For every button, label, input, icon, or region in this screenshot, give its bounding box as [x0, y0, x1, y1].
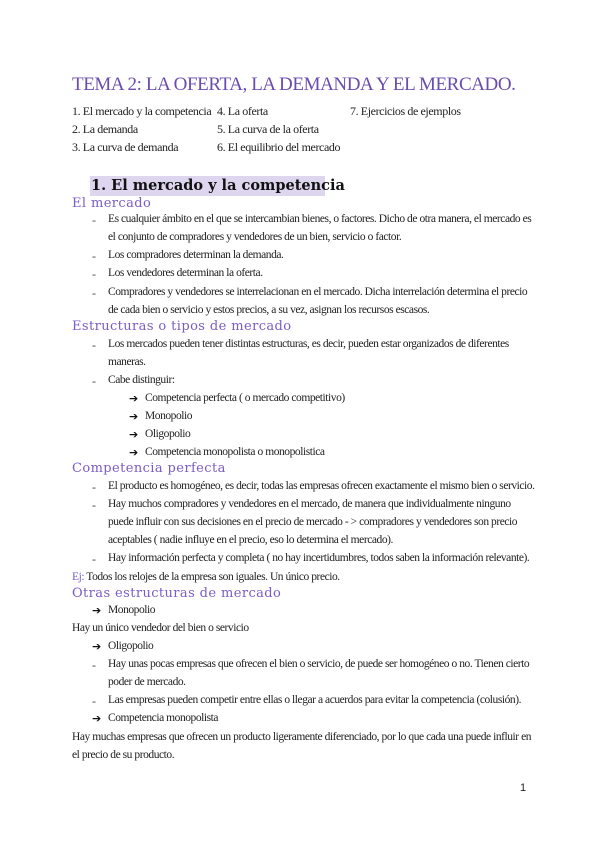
arrow-bullet-icon: ➔ — [129, 428, 139, 441]
list-item-text: poder de mercado. — [108, 676, 186, 688]
toc-item: 6. El equilibrio del mercado — [217, 140, 341, 154]
toc-item: 1. El mercado y la competencia — [72, 104, 212, 118]
list-item-text: Los mercados pueden tener distintas estructuras, es decir, pueden estar organizados de diferentes — [108, 338, 509, 350]
toc-item: 3. La curva de demanda — [72, 140, 179, 154]
list-item-text: Compradores y vendedores se interrelacionan en el mercado. Dicha interrelación determina el precio — [108, 286, 528, 298]
list-item-text: Competencia monopolista — [108, 712, 219, 724]
arrow-bullet-icon: ➔ — [129, 446, 139, 459]
subheading-estructuras: Estructuras o tipos de mercado — [72, 319, 292, 334]
arrow-bullet-icon: ➔ — [92, 604, 102, 617]
paragraph-text: Hay un único vendedor del bien o servicio — [72, 622, 249, 634]
toc-item: 7. Ejercicios de ejemplos — [350, 104, 461, 118]
list-item-text: El producto es homogéneo, es decir, todas las empresas ofrecen exactamente el mismo bien o servicio. — [108, 480, 535, 492]
list-item-text: Las empresas pueden competir entre ellas o llegar a acuerdos para evitar la competencia (colusión). — [108, 694, 522, 706]
list-item-text: Monopolio — [145, 410, 193, 422]
bullet-dash: - — [92, 694, 96, 708]
arrow-bullet-icon: ➔ — [92, 712, 102, 725]
subheading-competencia: Competencia perfecta — [72, 461, 226, 476]
bullet-dash: - — [92, 286, 96, 300]
list-item-text: Es cualquier ámbito en el que se intercambian bienes, o factores. Dicho de otra manera, el mercado es — [108, 213, 532, 225]
bullet-dash: - — [92, 498, 96, 512]
section-heading: 1. El mercado y la competencia — [91, 177, 345, 194]
bullet-dash: - — [92, 552, 96, 566]
list-item-text: de cada bien o servicio y estos precios, a su vez, asignan los recursos escasos. — [108, 304, 430, 316]
list-item-text: Los compradores determinan la demanda. — [108, 249, 284, 261]
list-item-text: maneras. — [108, 356, 146, 368]
subheading-otras: Otras estructuras de mercado — [72, 586, 282, 601]
example-text: Todos los relojes de la empresa son iguales. Un único precio. — [84, 571, 340, 583]
bullet-dash: - — [92, 267, 96, 281]
arrow-bullet-icon: ➔ — [92, 640, 102, 653]
example-label: Ej: — [72, 571, 85, 583]
list-item-text: Hay muchos compradores y vendedores en el mercado, de manera que individualmente ninguno — [108, 498, 511, 510]
subheading-mercado: El mercado — [72, 196, 152, 211]
list-item-text: Oligopolio — [108, 640, 154, 652]
paragraph-text: el precio de su producto. — [72, 749, 175, 761]
bullet-dash: - — [92, 480, 96, 494]
page-title: TEMA 2: LA OFERTA, LA DEMANDA Y EL MERCADO. — [72, 74, 516, 95]
bullet-dash: - — [92, 249, 96, 263]
toc-item: 2. La demanda — [72, 122, 138, 136]
list-item-text: el conjunto de compradores y vendedores de un bien, servicio o factor. — [108, 231, 402, 243]
list-item-text: Oligopolio — [145, 428, 191, 440]
page-number: 1 — [520, 782, 527, 794]
list-item-text: Hay unas pocas empresas que ofrecen el bien o servicio, de puede ser homogéneo o no. Tienen cierto — [108, 658, 530, 670]
list-item-text: Monopolio — [108, 604, 156, 616]
example-line — [72, 571, 340, 583]
bullet-dash: - — [92, 658, 96, 672]
paragraph-text: Hay muchas empresas que ofrecen un producto ligeramente diferenciado, por lo que cada una puede influir en — [72, 731, 532, 743]
list-item-text: Competencia perfecta ( o mercado competitivo) — [145, 392, 345, 404]
bullet-dash: - — [92, 213, 96, 227]
bullet-dash: - — [92, 374, 96, 388]
list-item-text: Hay información perfecta y completa ( no hay incertidumbres, todos saben la información relevante). — [108, 552, 530, 564]
list-item-text: Los vendedores determinan la oferta. — [108, 267, 263, 279]
bullet-dash: - — [92, 338, 96, 352]
list-item-text: puede influir con sus decisiones en el precio de mercado - > compradores y vendedores son precio — [108, 516, 518, 528]
list-item-text: Cabe distinguir: — [108, 374, 175, 386]
arrow-bullet-icon: ➔ — [129, 410, 139, 423]
list-item-text: Competencia monopolista o monopolistica — [145, 446, 325, 458]
arrow-bullet-icon: ➔ — [129, 392, 139, 405]
toc-item: 5. La curva de la oferta — [217, 122, 319, 136]
list-item-text: aceptables ( nadie influye en el precio, eso lo determina el mercado). — [108, 534, 393, 546]
toc-item: 4. La oferta — [217, 104, 268, 118]
